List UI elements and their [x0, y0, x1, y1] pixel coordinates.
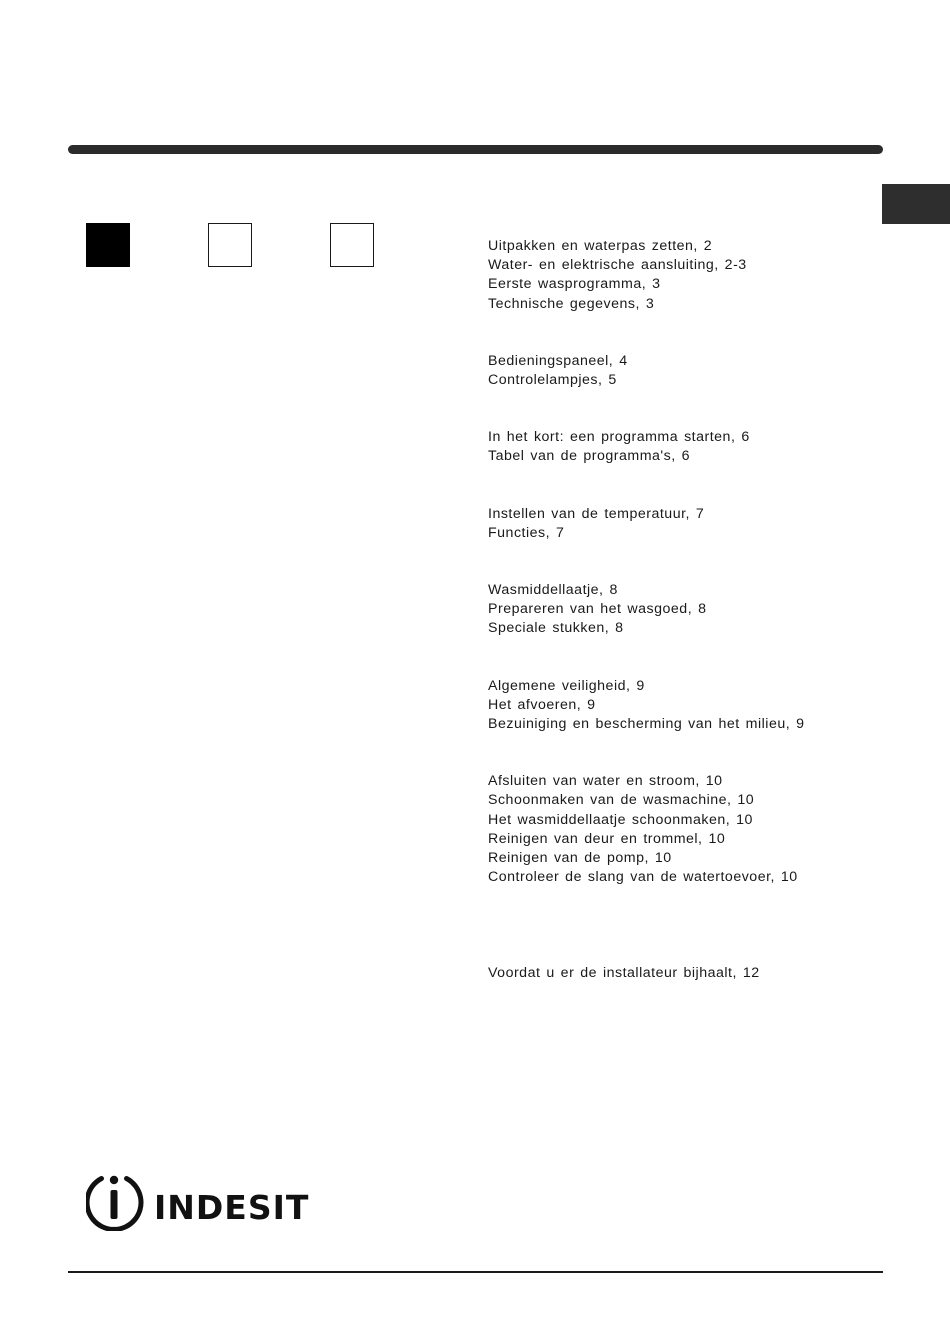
toc-item[interactable]: Water- en elektrische aansluiting, 2-3 — [488, 257, 747, 274]
toc-item[interactable]: Technische gegevens, 3 — [488, 295, 655, 312]
logo-wordmark: INDESIT — [154, 1188, 310, 1227]
top-rule — [68, 145, 883, 154]
toc-group-maintenance — [488, 772, 888, 887]
toc-item[interactable]: Speciale stukken, 8 — [488, 620, 624, 637]
toc-item[interactable]: Voordat u er de installateur bijhaalt, 12 — [488, 965, 760, 982]
toc-item[interactable]: Controlelampjes, 5 — [488, 372, 617, 389]
toc-item[interactable]: Eerste wasprogramma, 3 — [488, 276, 661, 293]
toc-item[interactable]: Het wasmiddellaatje schoonmaken, 10 — [488, 811, 753, 828]
toc-item[interactable]: Wasmiddellaatje, 8 — [488, 582, 618, 599]
toc-item[interactable]: Functies, 7 — [488, 524, 565, 541]
toc-group-description — [488, 352, 888, 390]
toc-item[interactable]: Afsluiten van water en stroom, 10 — [488, 773, 723, 790]
toc-item[interactable]: Bezuiniging en bescherming van het milieu, 9 — [488, 716, 805, 733]
toc-group-installation — [488, 237, 888, 314]
table-of-contents — [488, 237, 888, 984]
toc-group-safety — [488, 677, 888, 735]
toc-item[interactable]: Algemene veiligheid, 9 — [488, 677, 645, 694]
toc-item[interactable]: Reinigen van de pomp, 10 — [488, 850, 672, 867]
toc-item[interactable]: Schoonmaken van de wasmachine, 10 — [488, 792, 755, 809]
toc-item[interactable]: Uitpakken en waterpas zetten, 2 — [488, 238, 713, 254]
toc-item[interactable]: Het afvoeren, 9 — [488, 696, 596, 713]
toc-group-troubleshooting — [488, 964, 888, 983]
section-tab — [882, 184, 950, 224]
toc-group-personalisation — [488, 505, 888, 543]
language-box-2 — [208, 223, 252, 267]
language-box-1 — [86, 223, 130, 267]
toc-group-detergent — [488, 581, 888, 639]
toc-item[interactable]: Bedieningspaneel, 4 — [488, 352, 628, 369]
toc-item[interactable]: Reinigen van deur en trommel, 10 — [488, 830, 726, 847]
toc-item[interactable]: In het kort: een programma starten, 6 — [488, 429, 750, 446]
toc-group-start — [488, 428, 888, 466]
bottom-rule — [68, 1271, 883, 1273]
toc-item[interactable]: Tabel van de programma's, 6 — [488, 448, 691, 465]
language-box-3 — [330, 223, 374, 267]
logo-i-icon — [87, 1176, 141, 1230]
toc-item[interactable]: Instellen van de temperatuur, 7 — [488, 505, 705, 522]
toc-item[interactable]: Controleer de slang van de watertoevoer, 10 — [488, 869, 798, 886]
toc-item[interactable]: Prepareren van het wasgoed, 8 — [488, 601, 707, 618]
indesit-logo — [86, 1171, 326, 1231]
